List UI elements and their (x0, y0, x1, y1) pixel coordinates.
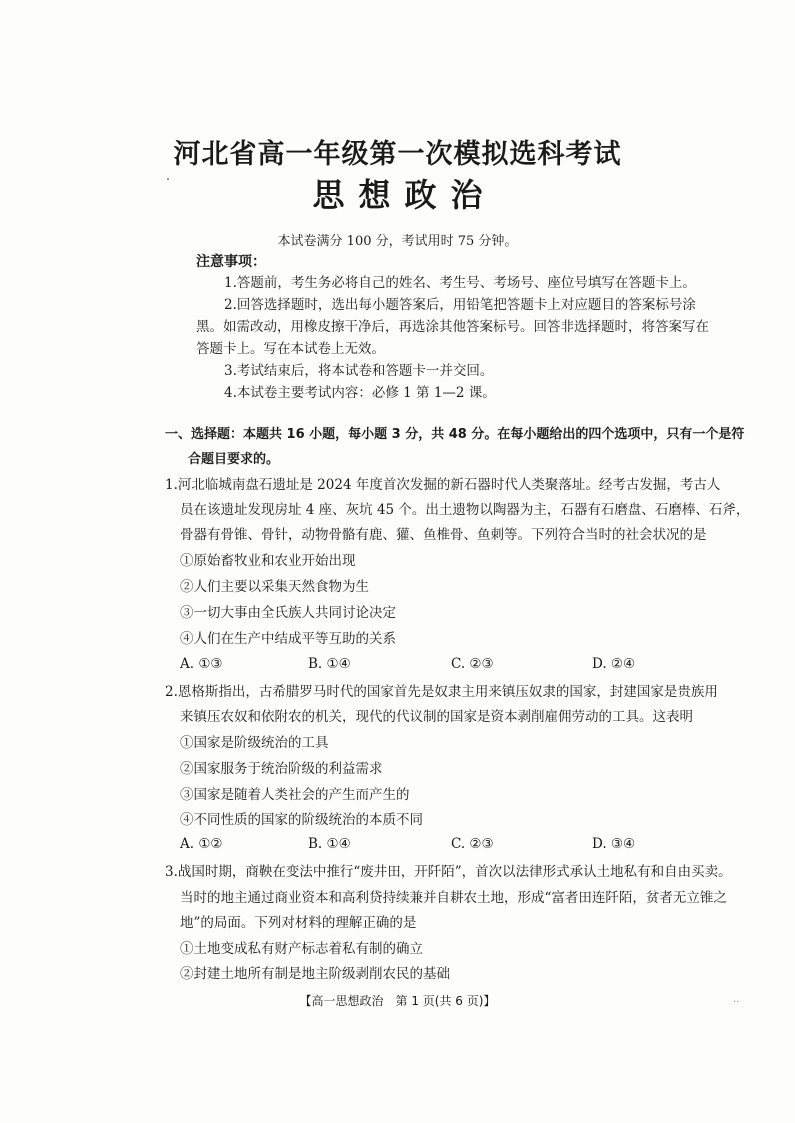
notice-line: 2.回答选择题时，选出每小题答案后，用铅笔把答题卡上对应题目的答案标号涂 (224, 297, 696, 313)
scan-dots: .. (733, 994, 740, 1005)
exam-subject: 思想政治 (312, 176, 497, 214)
question-stem-line: 3.战国时期，商鞅在变法中推行“废井田，开阡陌”，首次以法律形式承认土地私有和自由买卖。 (165, 864, 732, 880)
option-d: D. ③④ (592, 836, 636, 852)
section-heading-cont: 合题目要求的。 (188, 452, 280, 467)
question-stem-line: 2.恩格斯指出，古希腊罗马时代的国家首先是奴隶主用来镇压奴隶的国家，封建国家是贵族用 (165, 684, 718, 700)
question-item: ②人们主要以采集天然食物为生 (180, 579, 369, 595)
question-stem-line: 1.河北临城南盘石遗址是 2024 年度首次发掘的新石器时代人类聚落址。经考古发掘，考古人 (165, 477, 721, 493)
question-item: ③一切大事由全氏族人共同讨论决定 (180, 605, 396, 621)
notice-title: 注意事项： (196, 254, 266, 270)
notice-line: 黑。如需改动，用橡皮擦干净后，再选涂其他答案标号。回答非选择题时，将答案写在 (196, 319, 709, 335)
question-item: ④不同性质的国家的阶级统治的本质不同 (180, 812, 423, 828)
option-b: B. ①④ (308, 656, 351, 672)
option-c: C. ②③ (451, 656, 494, 672)
question-item: ②国家服务于统治阶级的利益需求 (180, 761, 383, 777)
notice-line: 答题卡上。写在本试卷上无效。 (196, 341, 385, 357)
question-item: ④人们在生产中结成平等互助的关系 (180, 631, 396, 647)
question-stem-line: 地”的局面。下列对材料的理解正确的是 (180, 915, 417, 931)
notice-line: 1.答题前，考生务必将自己的姓名、考生号、考场号、座位号填写在答题卡上。 (224, 275, 696, 291)
page-footer: 【高一思想政治 第 1 页(共 6 页)】 (299, 994, 496, 1008)
option-a: A. ①③ (180, 656, 223, 672)
question-stem-line: 骨器有骨锥、骨针，动物骨骼有鹿、獾、鱼椎骨、鱼刺等。下列符合当时的社会状况的是 (180, 527, 707, 543)
exam-meta: 本试卷满分 100 分，考试用时 75 分钟。 (277, 234, 518, 249)
question-stem-line: 员在该遗址发现房址 4 座、灰坑 45 个。出土遗物以陶器为主，石器有石磨盘、石磨棒、石斧， (180, 502, 750, 518)
notice-line: 3.考试结束后，将本试卷和答题卡一并交回。 (224, 363, 494, 379)
notice-line: 4.本试卷主要考试内容：必修 1 第 1—2 课。 (224, 385, 496, 401)
question-stem-line: 当时的地主通过商业资本和高利贷持续兼并自耕农土地，形成“富者田连阡陌，贫者无立锥之 (180, 890, 727, 906)
option-d: D. ②④ (592, 656, 636, 672)
question-item: ③国家是随着人类社会的产生而产生的 (180, 787, 410, 803)
question-item: ②封建土地所有制是地主阶级剥削农民的基础 (180, 966, 450, 982)
question-item: ①原始畜牧业和农业开始出现 (180, 553, 356, 569)
option-b: B. ①④ (308, 836, 351, 852)
section-heading: 一、选择题：本题共 16 小题，每小题 3 分，共 48 分。在每小题给出的四个选项中，只有一个是符 (165, 427, 745, 442)
question-item: ①土地变成私有财产标志着私有制的确立 (180, 941, 423, 957)
question-stem-line: 来镇压农奴和依附农的机关，现代的代议制的国家是资本剥削雇佣劳动的工具。这表明 (180, 709, 693, 725)
option-c: C. ②③ (451, 836, 494, 852)
exam-title: 河北省高一年级第一次模拟选科考试 (173, 139, 622, 170)
option-a: A. ①② (180, 836, 223, 852)
question-item: ①国家是阶级统治的工具 (180, 735, 329, 751)
